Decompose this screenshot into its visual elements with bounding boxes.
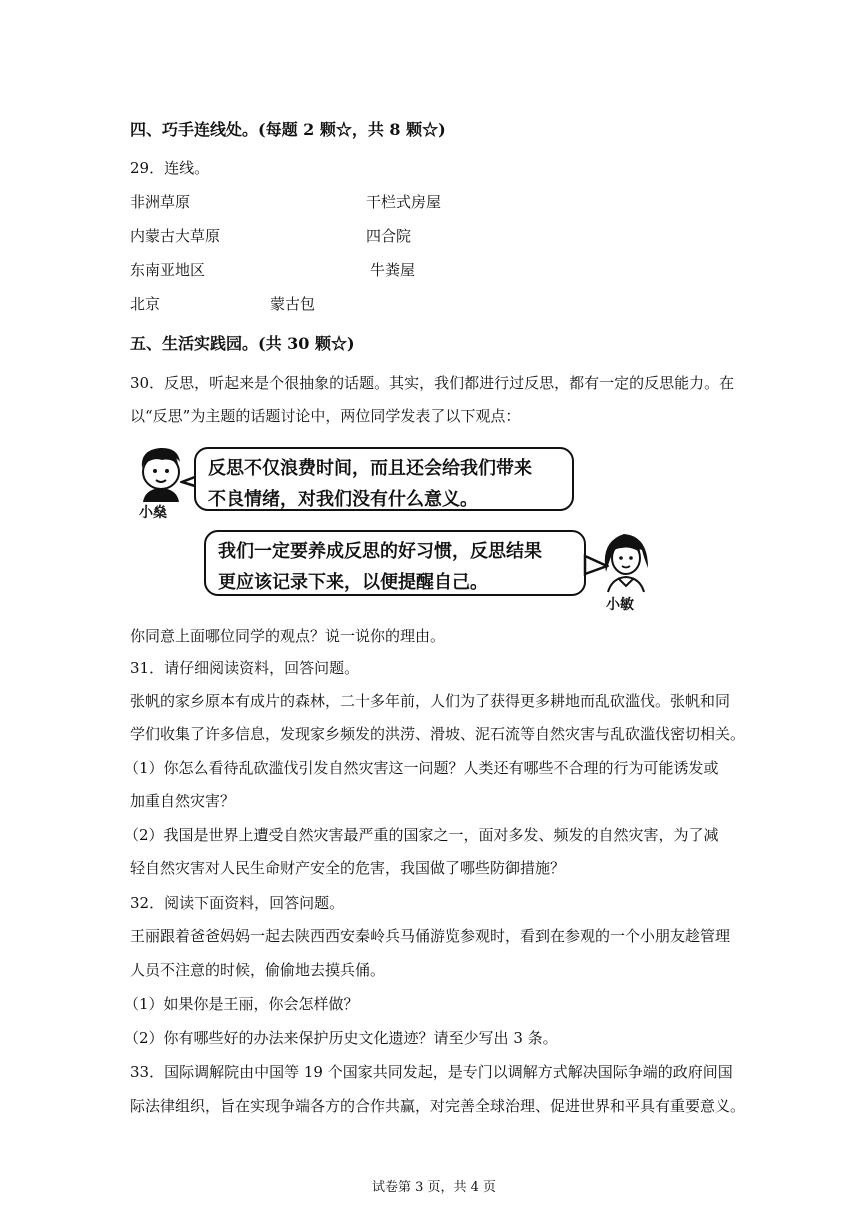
match-right-item: 四合院: [366, 227, 412, 245]
question-31-sub1: （1）你怎么看待乱砍滥伐引发自然灾害这一问题？人类还有哪些不合理的行为可能诱发或: [124, 759, 719, 777]
match-left-item: 非洲草原: [130, 193, 191, 211]
match-left-item: 北京: [130, 295, 161, 313]
bubble-text-line: 更应该记录下来，以便提醒自己。: [218, 572, 488, 593]
question-31-sub2: （2）我国是世界上遭受自然灾害最严重的国家之一，面对多发、频发的自然灾害，为了减: [124, 826, 719, 844]
question-32-title: 32．阅读下面资料，回答问题。: [130, 894, 345, 912]
match-right-item: 牛粪屋: [370, 261, 416, 279]
question-32-sub1: （1）如果你是王丽，你会怎样做？: [124, 995, 359, 1013]
speaker-name: 小敏: [606, 597, 634, 613]
match-left-item: 内蒙古大草原: [130, 227, 221, 245]
question-31-text: 学们收集了许多信息，发现家乡频发的洪涝、滑坡、泥石流等自然灾害与乱砍滥伐密切相关。: [130, 725, 746, 743]
question-32-text: 王丽跟着爸爸妈妈一起去陕西西安秦岭兵马俑游览参观时，看到在参观的一个小朋友趁管理: [130, 927, 731, 945]
question-30-line: 30．反思，听起来是个很抽象的话题。其实，我们都进行过反思，都有一定的反思能力。在: [130, 374, 735, 392]
section-heading-5: 五、生活实践园。(共 30 颗☆): [130, 334, 355, 353]
girl-figure-icon: [598, 528, 654, 594]
question-31-sub2: 轻自然灾害对人民生命财产安全的危害，我国做了哪些防御措施？: [130, 859, 566, 877]
question-33-text: 33．国际调解院由中国等 19 个国家共同发起，是专门以调解方式解决国际争端的政府间国: [130, 1063, 733, 1081]
question-31-sub1: 加重自然灾害？: [130, 792, 236, 810]
question-33-text: 际法律组织，旨在实现争端各方的合作共赢，对完善全球治理、促进世界和平具有重要意义。: [130, 1097, 746, 1115]
match-left-item: 东南亚地区: [130, 261, 206, 279]
question-32-text: 人员不注意的时候，偷偷地去摸兵俑。: [130, 961, 386, 979]
question-29-title: 29．连线。: [130, 159, 210, 177]
question-31-text: 张帆的家乡原本有成片的森林，二十多年前，人们为了获得更多耕地而乱砍滥伐。张帆和同: [130, 692, 731, 710]
match-right-item: 干栏式房屋: [366, 193, 442, 211]
question-30-prompt: 你同意上面哪位同学的观点？说一说你的理由。: [130, 627, 446, 645]
speech-bubble-2: [204, 530, 586, 596]
question-31-title: 31．请仔细阅读资料，回答问题。: [130, 659, 360, 677]
question-32-sub2: （2）你有哪些好的办法来保护历史文化遗迹？请至少写出 3 条。: [124, 1029, 558, 1047]
match-right-item: 蒙古包: [270, 295, 316, 313]
section-heading-4: 四、巧手连线处。(每题 2 颗☆，共 8 颗☆): [130, 120, 446, 139]
speaker-name: 小燊: [139, 505, 167, 521]
speech-bubble-1: [194, 447, 574, 511]
bubble-text-line: 我们一定要养成反思的好习惯，反思结果: [218, 541, 542, 562]
bubble-text-line: 反思不仅浪费时间，而且还会给我们带来: [208, 458, 532, 479]
bubble-text-line: 不良情绪，对我们没有什么意义。: [208, 489, 478, 510]
page-footer: 试卷第 3 页，共 4 页: [371, 1180, 497, 1195]
question-30-line: 以“反思”为主题的话题讨论中，两位同学发表了以下观点：: [130, 407, 521, 425]
